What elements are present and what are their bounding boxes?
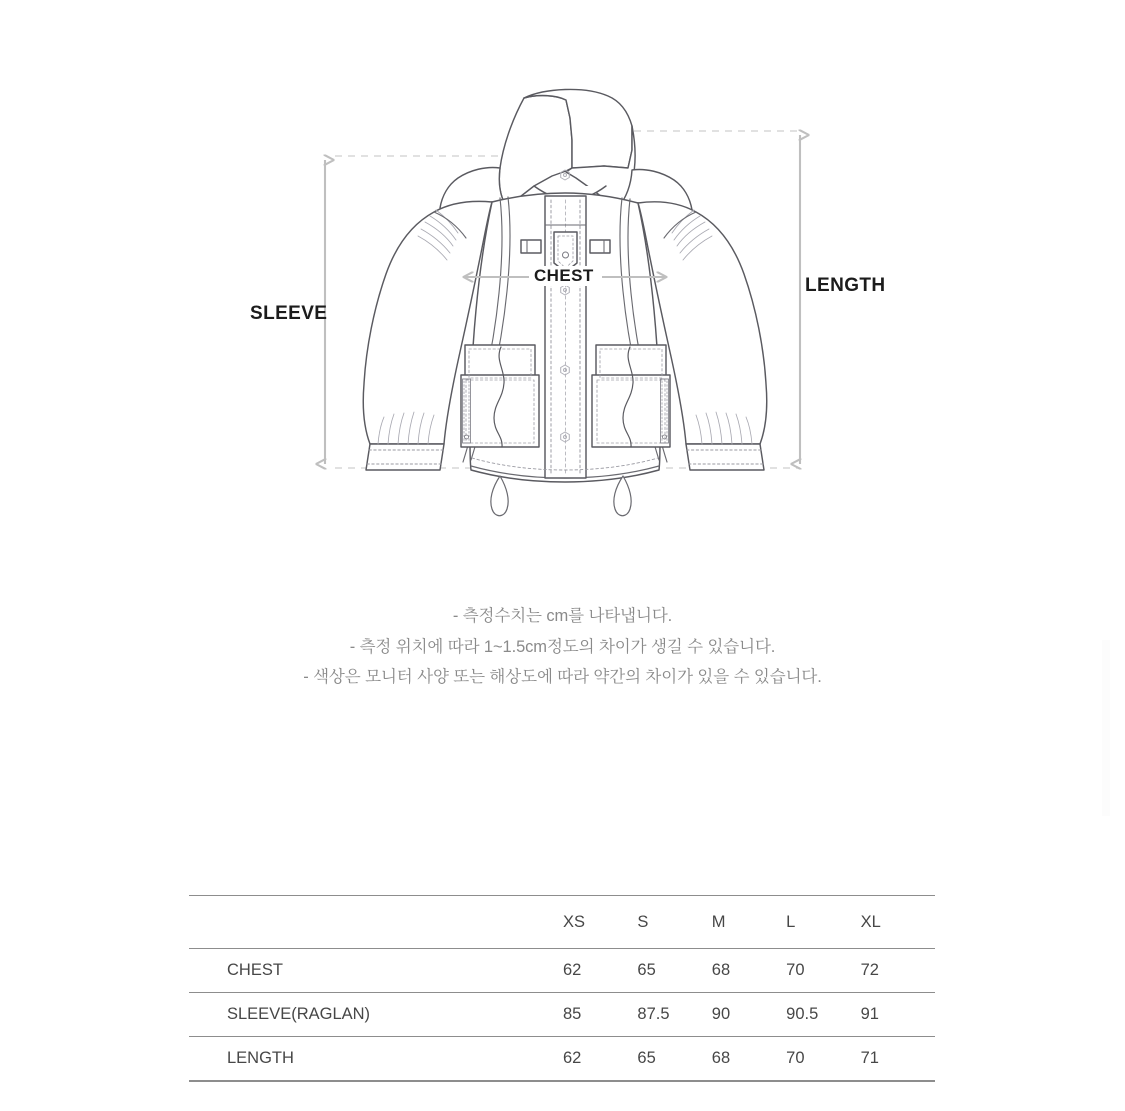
row-label-length: LENGTH [189, 1037, 563, 1082]
cell-length-xs: 62 [563, 1037, 637, 1082]
strap-tab-eyelet [563, 252, 569, 258]
cell-sleeve-s: 87.5 [637, 993, 711, 1037]
cell-chest-xs: 62 [563, 949, 637, 993]
table-row [189, 993, 935, 1037]
cell-sleeve-l: 90.5 [786, 993, 860, 1037]
right-cuff [686, 444, 764, 470]
cell-chest-s: 65 [637, 949, 711, 993]
left-cuff [366, 444, 444, 470]
cell-length-s: 65 [637, 1037, 711, 1082]
column-header-s: S [637, 896, 711, 949]
cell-length-m: 68 [712, 1037, 786, 1082]
cell-chest-xl: 72 [861, 949, 935, 993]
jacket-flat-illustration [363, 89, 767, 515]
note-line: - 측정 위치에 따라 1~1.5cm정도의 차이가 생길 수 있습니다. [349, 637, 776, 656]
row-label-chest: CHEST [189, 949, 563, 993]
cell-chest-m: 68 [712, 949, 786, 993]
length-measure-label: LENGTH [805, 275, 886, 296]
cell-sleeve-m: 90 [712, 993, 786, 1037]
cell-length-l: 70 [786, 1037, 860, 1082]
table-header-row [189, 896, 935, 949]
drawcord-right [614, 476, 631, 516]
cell-sleeve-xs: 85 [563, 993, 637, 1037]
size-table [189, 895, 935, 1082]
size-table-head [189, 896, 935, 949]
drawcord-left [491, 476, 508, 516]
corner-cell [189, 896, 563, 949]
measurement-notes [0, 601, 1125, 693]
size-table-body [189, 949, 935, 1082]
note-line: - 측정수치는 cm를 나타냅니다. [452, 607, 673, 625]
cell-sleeve-xl: 91 [861, 993, 935, 1037]
note-line: - 색상은 모니터 사양 또는 해상도에 따라 약간의 차이가 있을 수 있습니다. [303, 668, 822, 686]
sleeve-measure-label: SLEEVE [250, 303, 328, 324]
table-row [189, 949, 935, 993]
right-pocket-body [592, 375, 670, 447]
table-row [189, 1037, 935, 1082]
cell-chest-l: 70 [786, 949, 860, 993]
size-table-container [189, 895, 935, 1082]
cell-length-xl: 71 [861, 1037, 935, 1082]
chest-measure-label: CHEST [529, 266, 599, 286]
column-header-xl: XL [861, 896, 935, 949]
row-label-sleeve-raglan: SLEEVE(RAGLAN) [189, 993, 563, 1037]
column-header-l: L [786, 896, 860, 949]
column-header-m: M [712, 896, 786, 949]
column-header-xs: XS [563, 896, 637, 949]
buckle-left [521, 240, 541, 253]
buckle-right [590, 240, 610, 253]
